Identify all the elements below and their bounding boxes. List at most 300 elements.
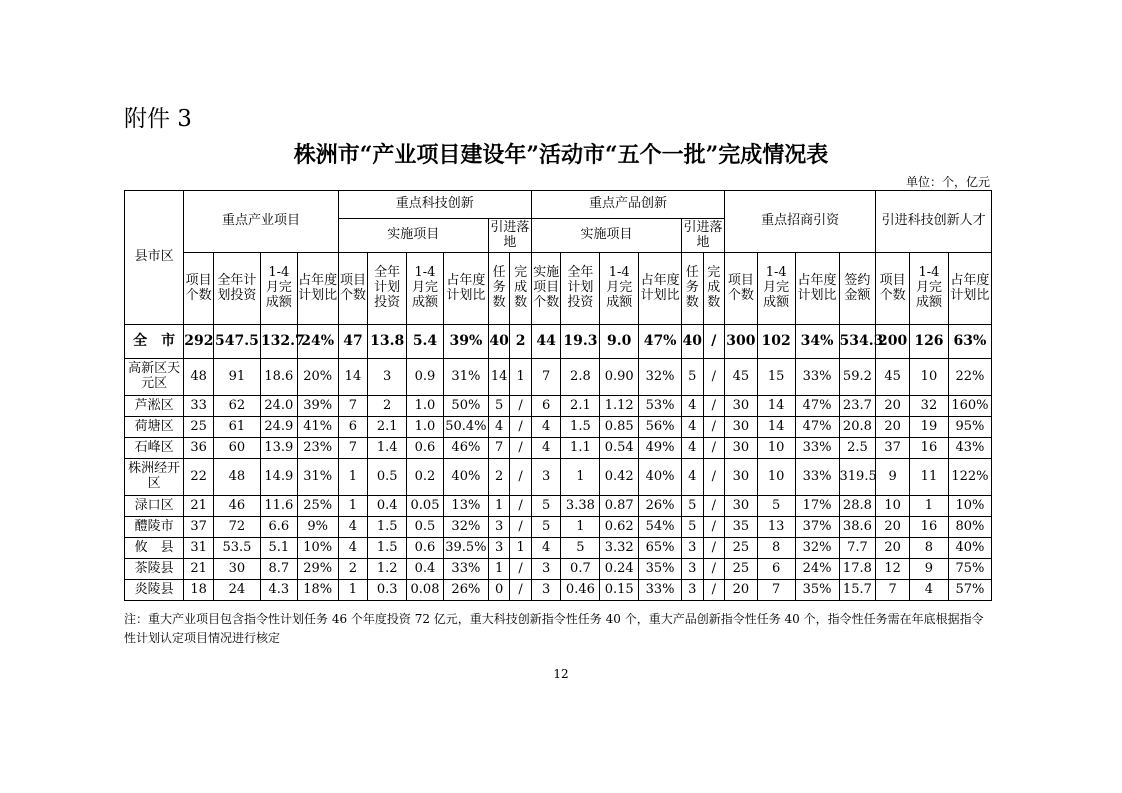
value-cell: 4 (682, 438, 703, 459)
value-cell: 30 (725, 438, 758, 459)
value-cell: 15 (757, 359, 795, 396)
page-number: 12 (553, 667, 569, 681)
value-cell: 65% (639, 538, 682, 559)
value-cell: 3 (682, 538, 703, 559)
value-cell: 1.5 (368, 517, 407, 538)
value-cell: 56% (639, 417, 682, 438)
value-cell: 33% (795, 438, 839, 459)
page-title: 株洲市“产业项目建设年”活动市“五个一批”完成情况表 (293, 142, 829, 168)
value-cell: 80% (948, 517, 991, 538)
value-cell: 40 (682, 325, 703, 359)
value-cell: 47% (795, 417, 839, 438)
value-cell: 200 (876, 325, 910, 359)
value-cell: 2.1 (561, 396, 600, 417)
value-cell: 5 (682, 359, 703, 396)
value-cell: / (510, 580, 532, 601)
product-impl-header: 实施项目 (531, 219, 681, 253)
value-cell: 43% (948, 438, 991, 459)
value-cell: 4 (682, 459, 703, 496)
county-name-cell: 株洲经开区 (125, 459, 184, 496)
column-header: 1-4 月完成额 (260, 253, 297, 325)
value-cell: 8 (910, 538, 949, 559)
value-cell: 20 (876, 396, 910, 417)
value-cell: 8.7 (260, 559, 297, 580)
value-cell: 34% (795, 325, 839, 359)
value-cell: 23% (297, 438, 338, 459)
value-cell: 160% (948, 396, 991, 417)
value-cell: 53.5 (213, 538, 260, 559)
column-header: 占年度计划比 (297, 253, 338, 325)
value-cell: 23.7 (839, 396, 876, 417)
table-row (125, 459, 992, 496)
county-name-cell: 石峰区 (125, 438, 184, 459)
value-cell: 25% (297, 496, 338, 517)
value-cell: 1 (488, 559, 509, 580)
value-cell: 126 (910, 325, 949, 359)
value-cell: 48 (184, 359, 214, 396)
value-cell: 0.42 (600, 459, 639, 496)
value-cell: 10% (297, 538, 338, 559)
value-cell: 62 (213, 396, 260, 417)
value-cell: 2 (368, 396, 407, 417)
value-cell: 30 (213, 559, 260, 580)
value-cell: 9 (876, 459, 910, 496)
value-cell: 19 (910, 417, 949, 438)
table-note: 注：重大产业项目包含指令性计划任务 46 个年度投资 72 亿元，重大科技创新指令性任务 40 个，重大产品创新指令性任务 40 个，指令性任务需在年底根据指令性计划认定项目情况进行核定 (124, 612, 984, 645)
value-cell: 8 (757, 538, 795, 559)
column-header: 实施项目个数 (531, 253, 561, 325)
value-cell: 1 (338, 580, 368, 601)
value-cell: 25 (725, 538, 758, 559)
column-header: 占年度计划比 (795, 253, 839, 325)
value-cell: 36 (184, 438, 214, 459)
county-name-cell: 渌口区 (125, 496, 184, 517)
value-cell: 19.3 (561, 325, 600, 359)
county-name-cell: 全 市 (125, 325, 184, 359)
value-cell: 0.5 (368, 459, 407, 496)
value-cell: 10 (757, 438, 795, 459)
value-cell: 22% (948, 359, 991, 396)
value-cell: 63% (948, 325, 991, 359)
column-header: 1-4 月完成额 (600, 253, 639, 325)
value-cell: 22 (184, 459, 214, 496)
value-cell: 13.9 (260, 438, 297, 459)
value-cell: 3 (531, 580, 561, 601)
value-cell: 1.5 (368, 538, 407, 559)
value-cell: / (703, 438, 725, 459)
value-cell: 40% (639, 459, 682, 496)
county-name-cell: 高新区天元区 (125, 359, 184, 396)
value-cell: 1 (510, 538, 532, 559)
value-cell: / (703, 459, 725, 496)
value-cell: 3 (368, 359, 407, 396)
value-cell: 26% (639, 496, 682, 517)
value-cell: 18.6 (260, 359, 297, 396)
value-cell: 47% (639, 325, 682, 359)
value-cell: 72 (213, 517, 260, 538)
product-landing-header: 引进落地 (682, 219, 725, 253)
value-cell: 39% (297, 396, 338, 417)
value-cell: 0.2 (407, 459, 444, 496)
group-talent-header: 引进科技创新人才 (876, 191, 992, 253)
value-cell: 13% (443, 496, 488, 517)
value-cell: 45 (725, 359, 758, 396)
value-cell: 35% (639, 559, 682, 580)
value-cell: 0.3 (368, 580, 407, 601)
value-cell: 21 (184, 496, 214, 517)
value-cell: 1 (561, 517, 600, 538)
group-tech-header: 重点科技创新 (338, 191, 531, 219)
value-cell: 61 (213, 417, 260, 438)
value-cell: / (703, 517, 725, 538)
value-cell: 24.9 (260, 417, 297, 438)
value-cell: 0.87 (600, 496, 639, 517)
value-cell: 7 (757, 580, 795, 601)
value-cell: 2.8 (561, 359, 600, 396)
value-cell: / (703, 396, 725, 417)
county-name-cell: 炎陵县 (125, 580, 184, 601)
value-cell: 12 (876, 559, 910, 580)
value-cell: / (703, 496, 725, 517)
value-cell: 4 (488, 417, 509, 438)
value-cell: 16 (910, 438, 949, 459)
value-cell: 14 (338, 359, 368, 396)
value-cell: 16 (910, 517, 949, 538)
total-row (125, 325, 992, 359)
value-cell: 2 (510, 325, 532, 359)
value-cell: 20 (876, 417, 910, 438)
value-cell: 39% (443, 325, 488, 359)
column-header: 占年度计划比 (639, 253, 682, 325)
value-cell: 3.32 (600, 538, 639, 559)
column-header: 占年度计划比 (948, 253, 991, 325)
column-header: 项目个数 (725, 253, 758, 325)
table-row (125, 417, 992, 438)
column-header: 项目个数 (338, 253, 368, 325)
value-cell: 2 (488, 459, 509, 496)
value-cell: 0.54 (600, 438, 639, 459)
table-row (125, 580, 992, 601)
value-cell: 6 (757, 559, 795, 580)
value-cell: / (510, 459, 532, 496)
value-cell: 4 (682, 417, 703, 438)
value-cell: 30 (725, 496, 758, 517)
value-cell: 0.5 (407, 517, 444, 538)
value-cell: 21 (184, 559, 214, 580)
value-cell: 33% (795, 359, 839, 396)
value-cell: 1 (910, 496, 949, 517)
value-cell: 49% (639, 438, 682, 459)
value-cell: 6 (338, 417, 368, 438)
value-cell: 1 (338, 496, 368, 517)
value-cell: 4 (338, 517, 368, 538)
value-cell: 4 (338, 538, 368, 559)
value-cell: 3 (488, 538, 509, 559)
value-cell: 547.5 (213, 325, 260, 359)
value-cell: 48 (213, 459, 260, 496)
value-cell: 17% (795, 496, 839, 517)
value-cell: / (703, 325, 725, 359)
value-cell: 20% (297, 359, 338, 396)
value-cell: 300 (725, 325, 758, 359)
value-cell: 10% (948, 496, 991, 517)
value-cell: 5 (682, 517, 703, 538)
value-cell: 0.08 (407, 580, 444, 601)
value-cell: 25 (184, 417, 214, 438)
value-cell: 24% (795, 559, 839, 580)
value-cell: 0.90 (600, 359, 639, 396)
county-name-cell: 芦淞区 (125, 396, 184, 417)
column-header: 全年计划投资 (561, 253, 600, 325)
value-cell: 14 (488, 359, 509, 396)
value-cell: / (510, 496, 532, 517)
value-cell: 7 (338, 396, 368, 417)
value-cell: 1.0 (407, 396, 444, 417)
value-cell: 33% (795, 459, 839, 496)
value-cell: 95% (948, 417, 991, 438)
value-cell: 18 (184, 580, 214, 601)
value-cell: 7.7 (839, 538, 876, 559)
value-cell: 24.0 (260, 396, 297, 417)
value-cell: 47 (338, 325, 368, 359)
value-cell: 3 (682, 580, 703, 601)
value-cell: 24 (213, 580, 260, 601)
value-cell: 1 (338, 459, 368, 496)
tech-landing-header: 引进落地 (488, 219, 531, 253)
value-cell: 7 (338, 438, 368, 459)
value-cell: 14 (757, 396, 795, 417)
value-cell: 3.38 (561, 496, 600, 517)
value-cell: 292 (184, 325, 214, 359)
value-cell: 14 (757, 417, 795, 438)
value-cell: 32% (639, 359, 682, 396)
value-cell: 37 (184, 517, 214, 538)
table-row (125, 538, 992, 559)
value-cell: 40% (948, 538, 991, 559)
value-cell: 5 (757, 496, 795, 517)
value-cell: 5 (488, 396, 509, 417)
value-cell: 3 (531, 459, 561, 496)
value-cell: 17.8 (839, 559, 876, 580)
value-cell: 7 (488, 438, 509, 459)
value-cell: 132.7 (260, 325, 297, 359)
value-cell: / (510, 559, 532, 580)
column-header: 项目个数 (876, 253, 910, 325)
county-header: 县市区 (125, 191, 184, 325)
value-cell: 0.24 (600, 559, 639, 580)
value-cell: 33% (443, 559, 488, 580)
value-cell: 46 (213, 496, 260, 517)
column-header: 1-4 月完成额 (407, 253, 444, 325)
value-cell: 4.3 (260, 580, 297, 601)
column-header: 完成数 (703, 253, 725, 325)
value-cell: 4 (531, 438, 561, 459)
value-cell: 534.3 (839, 325, 876, 359)
value-cell: 2.1 (368, 417, 407, 438)
value-cell: 38.6 (839, 517, 876, 538)
value-cell: / (703, 580, 725, 601)
value-cell: 60 (213, 438, 260, 459)
value-cell: 50.4% (443, 417, 488, 438)
county-name-cell: 攸 县 (125, 538, 184, 559)
value-cell: 7 (876, 580, 910, 601)
table-row (125, 438, 992, 459)
value-cell: 0.7 (561, 559, 600, 580)
value-cell: 47% (795, 396, 839, 417)
value-cell: 2 (338, 559, 368, 580)
county-name-cell: 荷塘区 (125, 417, 184, 438)
table-row (125, 517, 992, 538)
value-cell: 5.1 (260, 538, 297, 559)
value-cell: / (510, 517, 532, 538)
value-cell: 33% (639, 580, 682, 601)
value-cell: 33 (184, 396, 214, 417)
value-cell: 32% (795, 538, 839, 559)
value-cell: 1.2 (368, 559, 407, 580)
value-cell: / (510, 438, 532, 459)
value-cell: 0.62 (600, 517, 639, 538)
column-header: 任务数 (488, 253, 509, 325)
value-cell: 122% (948, 459, 991, 496)
report-table (124, 190, 992, 601)
value-cell: 1 (561, 459, 600, 496)
value-cell: 1.12 (600, 396, 639, 417)
value-cell: 10 (757, 459, 795, 496)
value-cell: 35% (795, 580, 839, 601)
value-cell: 35 (725, 517, 758, 538)
column-header: 占年度计划比 (443, 253, 488, 325)
value-cell: 10 (910, 359, 949, 396)
value-cell: / (703, 359, 725, 396)
column-header: 任务数 (682, 253, 703, 325)
value-cell: 0.05 (407, 496, 444, 517)
value-cell: 20.8 (839, 417, 876, 438)
value-cell: 11 (910, 459, 949, 496)
value-cell: 18% (297, 580, 338, 601)
value-cell: 5 (531, 517, 561, 538)
value-cell: 3 (531, 559, 561, 580)
value-cell: 5 (531, 496, 561, 517)
value-cell: 20 (876, 517, 910, 538)
column-header: 全年计划投资 (368, 253, 407, 325)
value-cell: 31% (297, 459, 338, 496)
value-cell: 30 (725, 417, 758, 438)
value-cell: 102 (757, 325, 795, 359)
table-row (125, 496, 992, 517)
value-cell: 24% (297, 325, 338, 359)
value-cell: / (510, 417, 532, 438)
value-cell: 0.46 (561, 580, 600, 601)
value-cell: / (703, 417, 725, 438)
value-cell: 46% (443, 438, 488, 459)
value-cell: 4 (682, 396, 703, 417)
value-cell: 4 (531, 417, 561, 438)
column-header: 项目个数 (184, 253, 214, 325)
value-cell: 32 (910, 396, 949, 417)
value-cell: 53% (639, 396, 682, 417)
value-cell: 44 (531, 325, 561, 359)
value-cell: 6.6 (260, 517, 297, 538)
value-cell: 37% (795, 517, 839, 538)
value-cell: 11.6 (260, 496, 297, 517)
value-cell: 1.1 (561, 438, 600, 459)
value-cell: 31 (184, 538, 214, 559)
value-cell: 40 (488, 325, 509, 359)
value-cell: 41% (297, 417, 338, 438)
value-cell: 29% (297, 559, 338, 580)
value-cell: 5 (682, 496, 703, 517)
value-cell: 40% (443, 459, 488, 496)
tech-impl-header: 实施项目 (338, 219, 488, 253)
value-cell: 0.15 (600, 580, 639, 601)
value-cell: 31% (443, 359, 488, 396)
value-cell: 25 (725, 559, 758, 580)
group-industry-header: 重点产业项目 (184, 191, 338, 253)
column-header: 1-4 月完成额 (910, 253, 949, 325)
value-cell: 14.9 (260, 459, 297, 496)
value-cell: 91 (213, 359, 260, 396)
table-row (125, 559, 992, 580)
value-cell: 15.7 (839, 580, 876, 601)
column-header: 完成数 (510, 253, 532, 325)
value-cell: 10 (876, 496, 910, 517)
county-name-cell: 茶陵县 (125, 559, 184, 580)
county-name-cell: 醴陵市 (125, 517, 184, 538)
value-cell: / (510, 396, 532, 417)
value-cell: 0.4 (368, 496, 407, 517)
value-cell: 0 (488, 580, 509, 601)
value-cell: 50% (443, 396, 488, 417)
table-row (125, 359, 992, 396)
unit-label: 单位：个，亿元 (905, 175, 990, 189)
value-cell: 0.6 (407, 538, 444, 559)
value-cell: 13 (757, 517, 795, 538)
group-investment-header: 重点招商引资 (725, 191, 876, 253)
value-cell: 1.4 (368, 438, 407, 459)
value-cell: 20 (876, 538, 910, 559)
value-cell: 28.8 (839, 496, 876, 517)
value-cell: 75% (948, 559, 991, 580)
value-cell: 2.5 (839, 438, 876, 459)
value-cell: 3 (682, 559, 703, 580)
group-product-header: 重点产品创新 (531, 191, 724, 219)
value-cell: 45 (876, 359, 910, 396)
value-cell: 57% (948, 580, 991, 601)
column-header: 签约金额 (839, 253, 876, 325)
value-cell: 1 (488, 496, 509, 517)
value-cell: 20 (725, 580, 758, 601)
value-cell: 9 (910, 559, 949, 580)
value-cell: 13.8 (368, 325, 407, 359)
value-cell: 39.5% (443, 538, 488, 559)
value-cell: 4 (910, 580, 949, 601)
value-cell: 319.5 (839, 459, 876, 496)
value-cell: 4 (531, 538, 561, 559)
value-cell: 1 (510, 359, 532, 396)
value-cell: 0.85 (600, 417, 639, 438)
value-cell: 9% (297, 517, 338, 538)
value-cell: 1.0 (407, 417, 444, 438)
column-header: 全年计划投资 (213, 253, 260, 325)
value-cell: / (703, 559, 725, 580)
value-cell: 26% (443, 580, 488, 601)
value-cell: 59.2 (839, 359, 876, 396)
value-cell: 54% (639, 517, 682, 538)
value-cell: 1.5 (561, 417, 600, 438)
value-cell: 30 (725, 459, 758, 496)
value-cell: 3 (488, 517, 509, 538)
table-row (125, 396, 992, 417)
